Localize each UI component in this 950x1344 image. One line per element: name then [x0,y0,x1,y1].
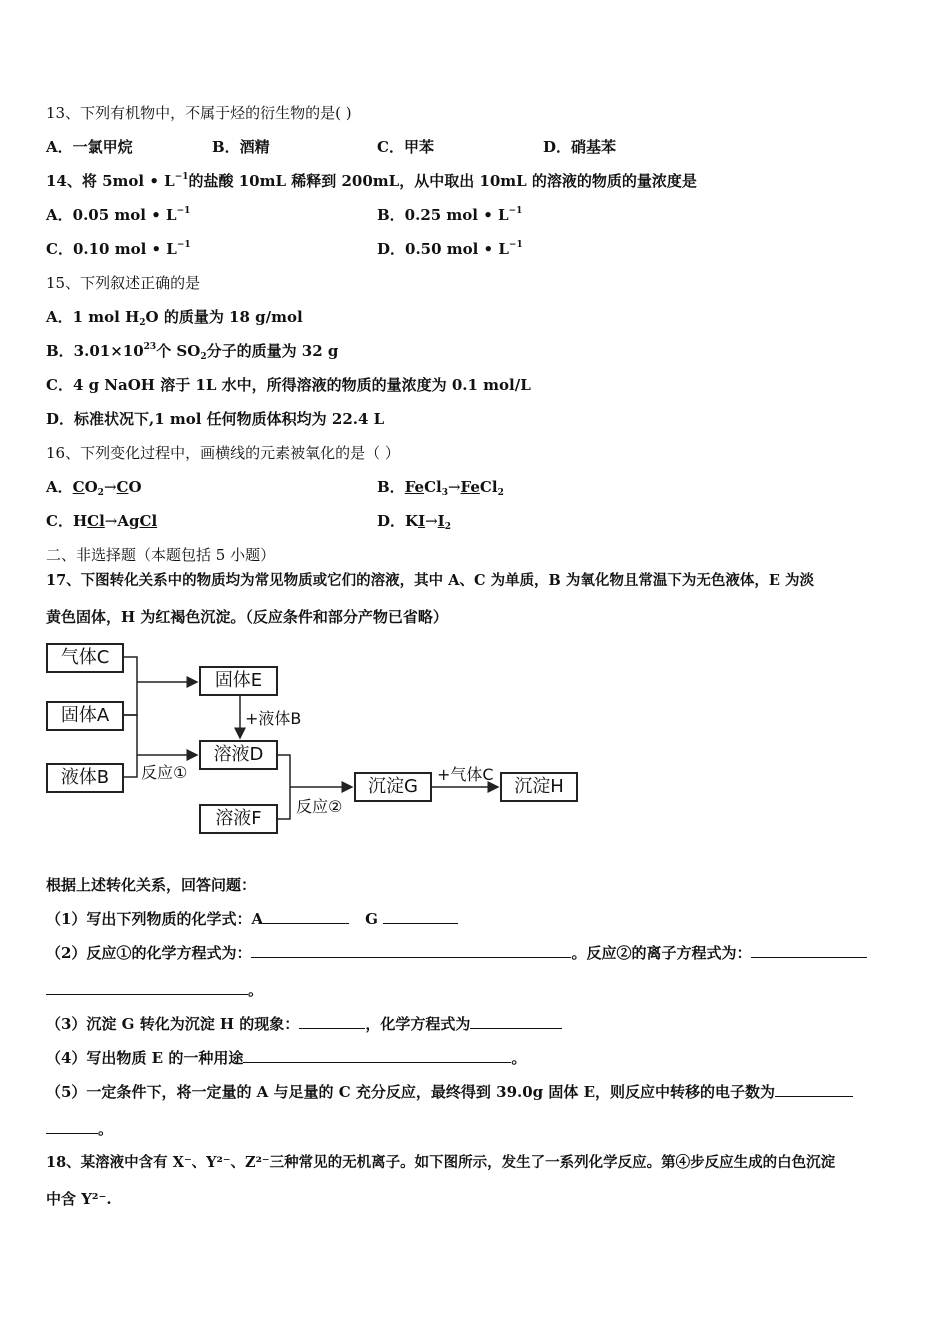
label-plus-liquid-b: +液体B [245,709,302,728]
q13-option-a: A．一氯甲烷 [46,138,133,156]
q13-option-c: C．甲苯 [377,138,434,156]
box-solution-d: 溶液D [199,740,278,770]
q17-part-1: （1）写出下列物质的化学式：A G [46,909,458,929]
q16-option-b: B．FeCl$_3$→FeCl$_2$ [377,478,504,498]
q17-part-2-cont: 。 [46,980,263,1000]
box-precip-g: 沉淀G [354,772,432,802]
label-reaction-1: 反应① [141,763,188,782]
q14-stem: 14、将 5mol • $L^{-1}$的盐酸 10mL 稀释到 200mL，从中取出 10mL 的溶液的物质的量浓度是 [46,172,697,190]
q17-part-3: （3）沉淀 G 转化为沉淀 H 的现象： ，化学方程式为 [46,1014,562,1034]
section-heading: 二、非选择题（本题包括 5 小题） [46,546,276,564]
q17-part-2: （2）反应①的化学方程式为： 。反应②的离子方程式为： [46,943,867,963]
box-gas-c: 气体C [46,643,124,673]
box-solid-a: 固体A [46,701,124,731]
q14-option-a: A．0.05 mol • $L^{-1}$ [46,206,191,224]
q16-option-d: D．$KI\to I_2$ [377,512,451,532]
q16-stem: 16、下列变化过程中，画横线的元素被氧化的是（ ） [46,444,400,462]
q18-line2: 中含 Y²⁻. [46,1190,112,1208]
q17-part-5: （5）一定条件下，将一定量的 A 与足量的 C 充分反应，最终得到 39.0g 固体 E，则反应中转移的电子数为 [46,1082,853,1102]
q17-stem-line2: 黄色固体，H 为红褐色沉淀。（反应条件和部分产物已省略） [46,608,448,626]
q18-line1: 18、某溶液中含有 X⁻、Y²⁻、Z²⁻三种常见的无机离子。如下图所示，发生了一系列化学反应。第④步反应生成的白色沉淀 [46,1154,836,1171]
q17-part-5-cont: 。 [46,1119,113,1139]
q16-option-a: A．$CO_2\to CO$ [46,478,142,498]
label-plus-gas-c: +气体C [437,765,494,784]
q17-intro: 根据上述转化关系，回答问题： [46,876,257,894]
box-precip-h: 沉淀H [500,772,578,802]
q15-option-c: C．4 g NaOH 溶于 1L 水中，所得溶液的物质的量浓度为 0.1 mol/L [46,376,531,394]
q15-option-a: A．1 mol $H_2O$ 的质量为 18 g/mol [46,308,303,328]
q15-option-d: D．标准状况下,1 mol 任何物质体积均为 22.4 L [46,410,385,428]
q15-stem: 15、下列叙述正确的是 [46,274,201,292]
q14-option-d: D．0.50 mol • $L^{-1}$ [377,240,523,258]
q17-stem-line1: 17、下图转化关系中的物质均为常见物质或它们的溶液，其中 A、C 为单质，B 为氧化物且常温下为无色液体，E 为淡 [46,572,814,589]
label-reaction-2: 反应② [296,797,343,816]
q14-option-b: B．0.25 mol • $L^{-1}$ [377,206,523,224]
box-liquid-b: 液体B [46,763,124,793]
q13-option-b: B．酒精 [212,138,270,156]
q14-option-c: C．0.10 mol • $L^{-1}$ [46,240,191,258]
q13-option-d: D．硝基苯 [543,138,617,156]
q13-stem: 13、下列有机物中，不属于烃的衍生物的是( ) [46,104,352,122]
box-solution-f: 溶液F [199,804,278,834]
q16-option-c: C．HCl→AgCl [46,512,158,530]
box-solid-e: 固体E [199,666,278,696]
q15-option-b: B．$3.01\times 10^{23}$个 $SO_2$分子的质量为 32 g [46,342,339,362]
q17-part-4: （4）写出物质 E 的一种用途 。 [46,1049,527,1067]
